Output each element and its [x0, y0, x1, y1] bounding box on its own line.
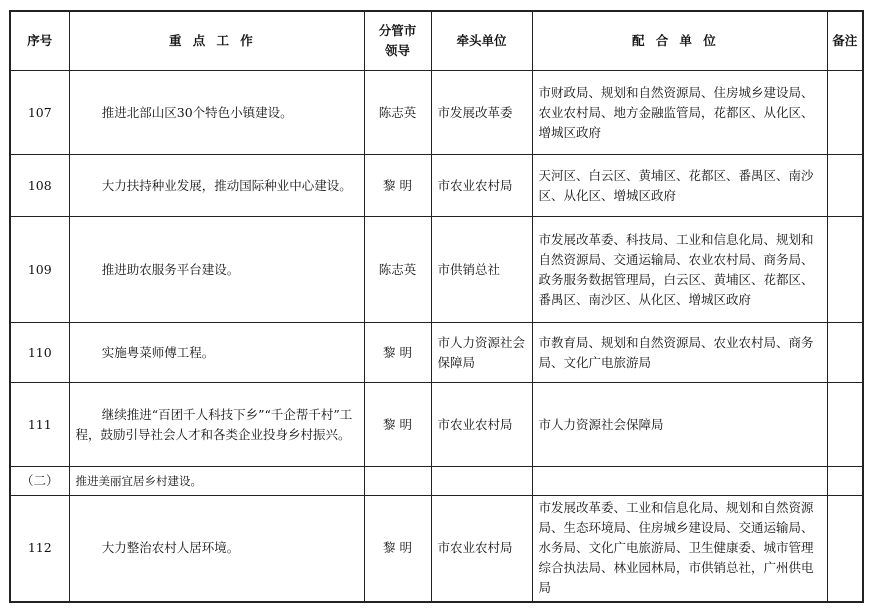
header-coop-unit	[532, 11, 827, 71]
row-task	[69, 496, 364, 602]
row-task-text: 推进北部山区30个特色小镇建设。	[101, 104, 293, 120]
header-seq: 序号	[10, 11, 69, 71]
section-empty-coop	[532, 467, 827, 496]
row-seq: 108	[10, 155, 69, 217]
section-row	[10, 467, 863, 496]
row-lead-unit: 市发展改革委	[431, 71, 532, 155]
row-seq: 110	[10, 323, 69, 383]
row-lead-unit: 市农业农村局	[431, 383, 532, 467]
section-empty-remark	[827, 467, 863, 496]
row-leader: 陈志英	[364, 217, 431, 323]
row-remark	[827, 323, 863, 383]
header-row	[10, 11, 863, 71]
row-lead-unit: 市农业农村局	[431, 155, 532, 217]
header-task	[69, 11, 364, 71]
row-leader: 黎 明	[364, 383, 431, 467]
row-task-text: 大力扶持种业发展，推动国际种业中心建设。	[101, 177, 352, 193]
table-row	[10, 71, 863, 155]
table-row	[10, 155, 863, 217]
row-task	[69, 155, 364, 217]
row-lead-unit: 市农业农村局	[431, 496, 532, 602]
row-coop: 市教育局、规划和自然资源局、农业农村局、商务局、文化广电旅游局	[532, 323, 827, 383]
task-table	[9, 10, 864, 603]
row-task-text: 实施粤菜师傅工程。	[101, 344, 215, 360]
row-coop: 天河区、白云区、黄埔区、花都区、番禺区、南沙区、从化区、增城区政府	[532, 155, 827, 217]
row-coop: 市发展改革委、科技局、工业和信息化局、规划和自然资源局、交通运输局、农业农村局、商务局、政务服务数据管理局，白云区、黄埔区、花都区、番禺区、南沙区、从化区、增城区政府	[532, 217, 827, 323]
header-lead-unit: 牵头单位	[431, 11, 532, 71]
row-remark	[827, 71, 863, 155]
table-row	[10, 496, 863, 602]
header-remark: 备注	[827, 11, 863, 71]
row-task	[69, 323, 364, 383]
row-coop: 市财政局、规划和自然资源局、住房城乡建设局、农业农村局、地方金融监管局，花都区、从化区、增城区政府	[532, 71, 827, 155]
row-remark	[827, 496, 863, 602]
row-task	[69, 383, 364, 467]
header-leader: 分管市领导	[364, 11, 431, 71]
row-coop: 市发展改革委、工业和信息化局、规划和自然资源局、生态环境局、住房城乡建设局、交通运输局、水务局、文化广电旅游局、卫生健康委、城市管理综合执法局、林业园林局，市供销总社，广州供电局	[532, 496, 827, 602]
row-lead-unit: 市人力资源社会保障局	[431, 323, 532, 383]
row-seq: 112	[10, 496, 69, 602]
table-row	[10, 323, 863, 383]
row-seq: 111	[10, 383, 69, 467]
row-task-text: 继续推进“百团千人科技下乡”“千企帮千村”工程，鼓励引导社会人才和各类企业投身乡村振兴。	[75, 406, 353, 442]
row-coop: 市人力资源社会保障局	[532, 383, 827, 467]
row-task-text: 推进助农服务平台建设。	[101, 261, 240, 277]
table-row	[10, 217, 863, 323]
row-seq: 109	[10, 217, 69, 323]
section-title: 推进美丽宜居乡村建设。	[69, 467, 364, 496]
row-task-text: 大力整治农村人居环境。	[101, 540, 240, 556]
section-empty-leader	[364, 467, 431, 496]
row-seq: 107	[10, 71, 69, 155]
row-lead-unit: 市供销总社	[431, 217, 532, 323]
header-coop-label: 配合单位	[631, 33, 727, 48]
row-leader: 黎 明	[364, 496, 431, 602]
row-leader: 陈志英	[364, 71, 431, 155]
section-seq: （二）	[10, 467, 69, 496]
section-empty-unit	[431, 467, 532, 496]
header-task-label: 重点工作	[168, 33, 264, 48]
row-remark	[827, 217, 863, 323]
row-task	[69, 217, 364, 323]
row-leader: 黎 明	[364, 323, 431, 383]
row-leader: 黎 明	[364, 155, 431, 217]
row-remark	[827, 383, 863, 467]
row-task	[69, 71, 364, 155]
table-row	[10, 383, 863, 467]
row-remark	[827, 155, 863, 217]
